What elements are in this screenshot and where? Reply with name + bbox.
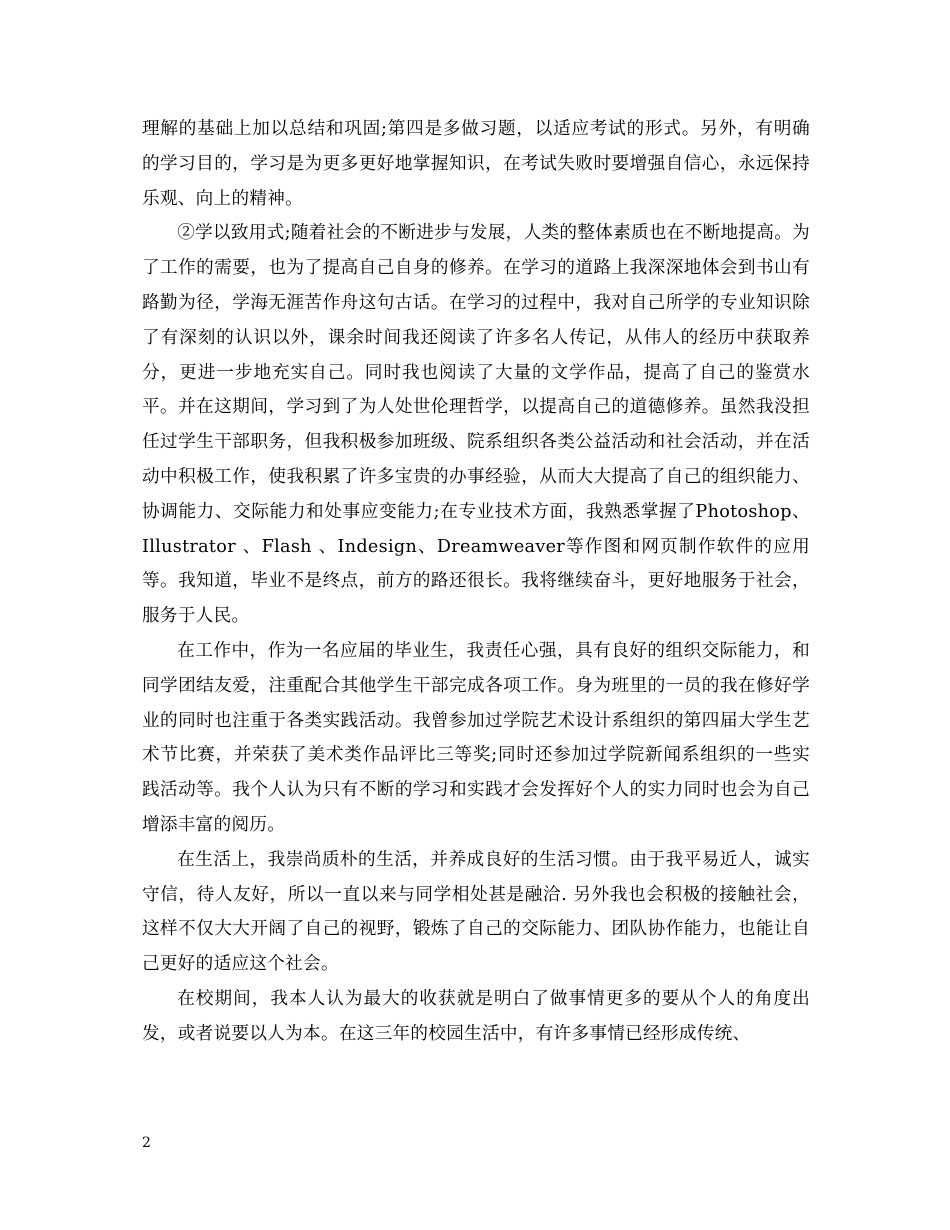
paragraph-4: 在生活上，我崇尚质朴的生活，并养成良好的生活习惯。由于我平易近人，诚实守信，待人友好，所以一直以来与同学相处甚是融洽. 另外我也会积极的接触社会，这样不仅大大开阔了自己的视野，锻炼了自己的交际能力、团队协作能力，也能让自己更好的适应这个社会。 (142, 849, 810, 975)
paragraph-5: 在校期间，我本人认为最大的收获就是明白了做事情更多的要从个人的角度出发，或者说要以人为本。在这三年的校园生活中，有许多事情已经形成传统、 (142, 988, 810, 1044)
page-number: 2 (142, 1135, 151, 1151)
document-body (142, 112, 810, 1052)
paragraph-1: 理解的基础上加以总结和巩固;第四是多做习题，以适应考试的形式。另外，有明确的学习目的，学习是为更多更好地掌握知识，在考试失败时要增强自信心，永远保持乐观、向上的精神。 (142, 119, 810, 209)
paragraph-2: ②学以致用式;随着社会的不断进步与发展，人类的整体素质也在不断地提高。为了工作的需要，也为了提高自己自身的修养。在学习的道路上我深深地体会到书山有路勤为径，学海无涯苦作舟这句古话。在学习的过程中，我对自己所学的专业知识除了有深刻的认识以外，课余时间我还阅读了许多名人传记，从伟人的经历中获取养分，更进一步地充实自己。同时我也阅读了大量的文学作品，提高了自己的鉴赏水平。并在这期间，学习到了为人处世伦理哲学，以提高自己的道德修养。虽然我没担任过学生干部职务，但我积极参加班级、院系组织各类公益活动和社会活动，并在活动中积极工作，使我积累了许多宝贵的办事经验，从而大大提高了自己的组织能力、协调能力、交际能力和处事应变能力;在专业技术方面，我熟悉掌握了Photoshop、 Illustrator 、Flash 、Indesign、Dreamweaver等作图和网页制作软件的应用等。我知道，毕业不是终点，前方的路还很长。我将继续奋斗，更好地服务于社会，服务于人民。 (142, 223, 810, 627)
paragraph-3: 在工作中，作为一名应届的毕业生，我责任心强，具有良好的组织交际能力，和同学团结友爱，注重配合其他学生干部完成各项工作。身为班里的一员的我在修好学业的同时也注重于各类实践活动。我曾参加过学院艺术设计系组织的第四届大学生艺术节比赛，并荣获了美术类作品评比三等奖;同时还参加过学院新闻系组织的一些实践活动等。我个人认为只有不断的学习和实践才会发挥好个人的实力同时也会为自己增添丰富的阅历。 (142, 640, 810, 835)
